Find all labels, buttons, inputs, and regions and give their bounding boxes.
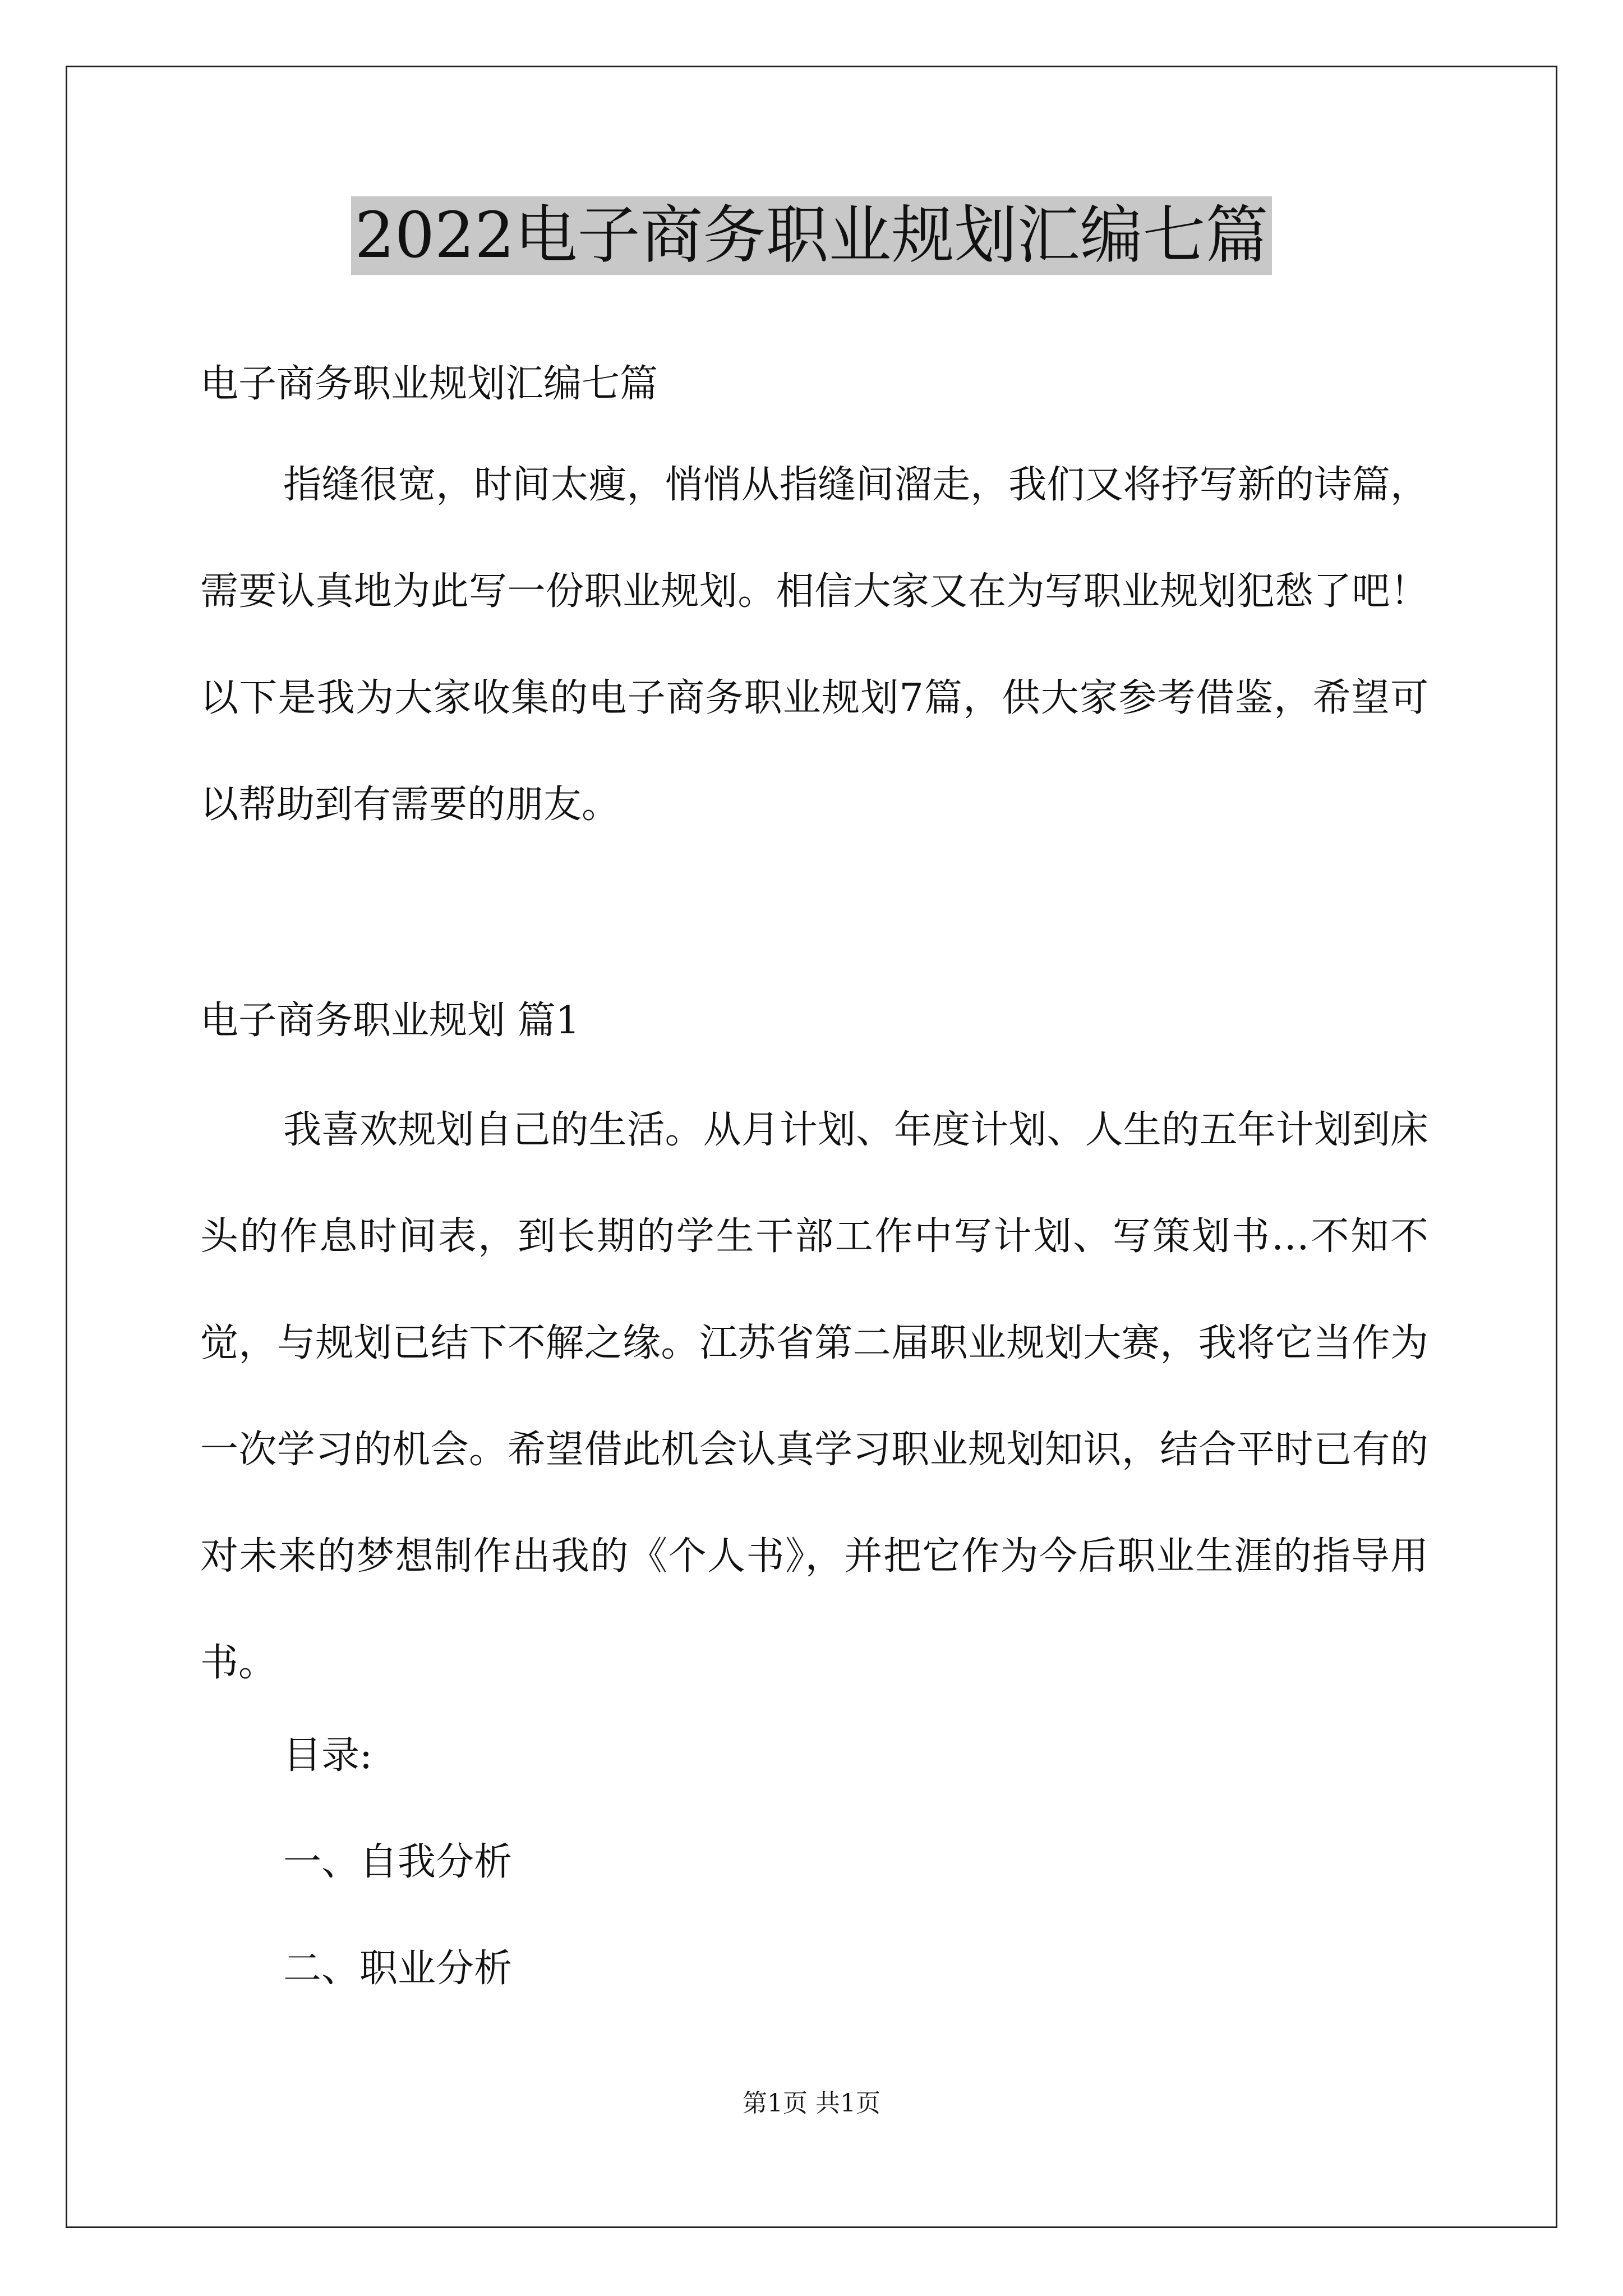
toc-item: 二、职业分析 xyxy=(283,1947,513,1991)
document-subtitle: 电子商务职业规划汇编七篇 xyxy=(200,362,658,406)
title-container xyxy=(0,196,1623,275)
document-title: 2022电子商务职业规划汇编七篇 xyxy=(351,196,1271,275)
section-heading: 电子商务职业规划 篇1 xyxy=(200,999,580,1043)
section-paragraph: 我喜欢规划自己的生活。从月计划、年度计划、人生的五年计划到床头的作息时间表，到长期的学生干部工作中写计划、写策划书…不知不觉，与规划已结下不解之缘。江苏省第二届职业规划大赛，我将它当作为一次学习的机会。希望借此机会认真学习职业规划知识，结合平时已有的对未来的梦想制作出我的《个人书》，并把它作为今后职业生涯的指导用书。 xyxy=(200,1108,1428,1685)
toc-label: 目录: xyxy=(283,1733,372,1778)
page-footer: 第1页 共1页 xyxy=(743,2089,880,2118)
intro-paragraph: 指缝很宽，时间太瘦，悄悄从指缝间溜走，我们又将抒写新的诗篇，需要认真地为此写一份职业规划。相信大家又在为写职业规划犯愁了吧！以下是我为大家收集的电子商务职业规划7篇，供大家参考借鉴，希望可以帮助到有需要的朋友。 xyxy=(200,463,1428,827)
toc-item: 一、自我分析 xyxy=(283,1840,513,1884)
